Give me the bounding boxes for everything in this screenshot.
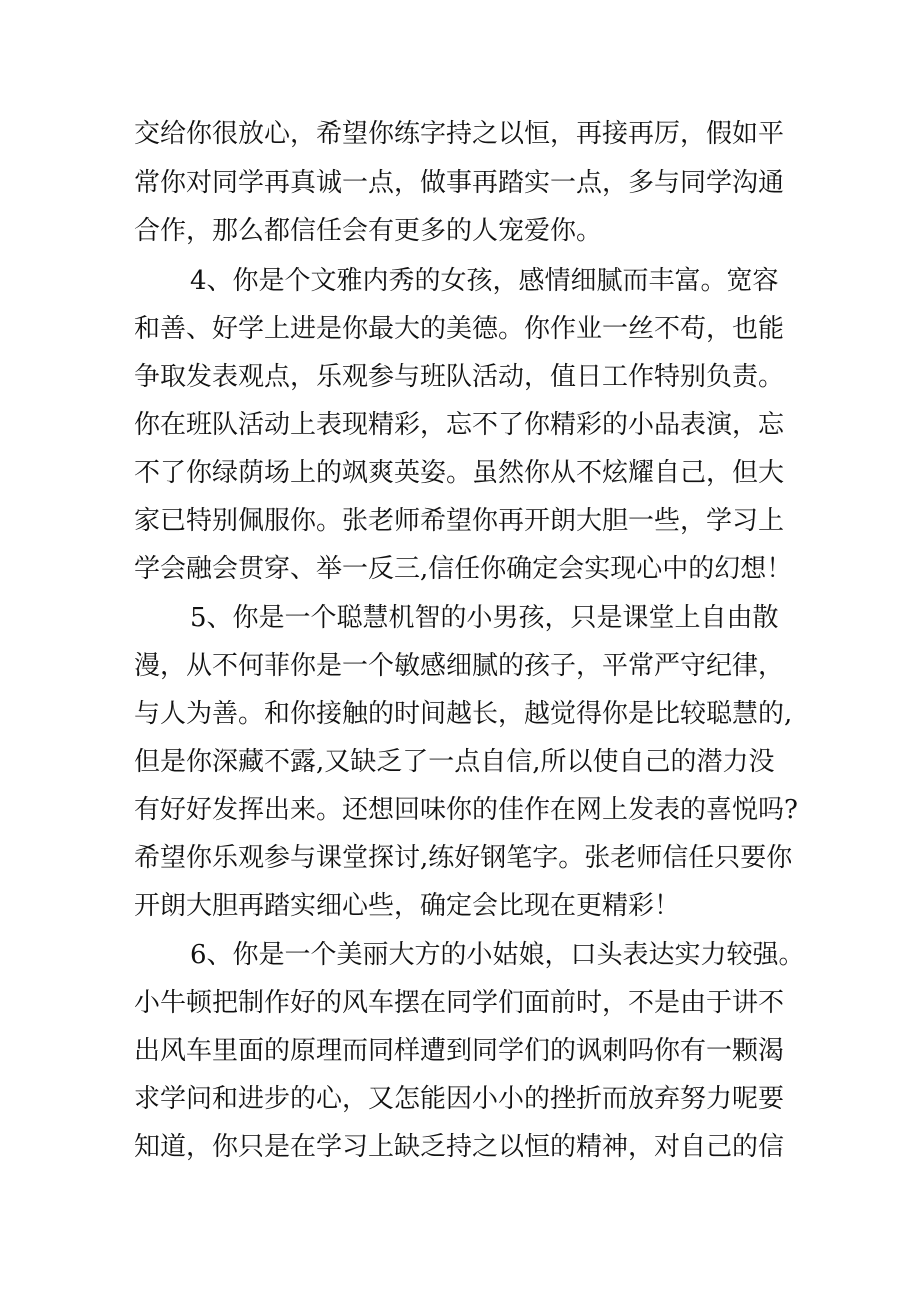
text-line: 但是你深藏不露,又缺乏了一点自信,所以使自己的潜力没 [134, 747, 775, 777]
text-line: 常你对同学再真诚一点，做事再踏实一点，多与同学沟通 [134, 168, 785, 198]
text-line: 和善、好学上进是你最大的美德。你作业一丝不苟，也能 [134, 314, 785, 344]
text-line: 希望你乐观参与课堂探讨,练好钢笔字。张老师信任只要你 [134, 843, 793, 873]
paragraph-5-start-line: 5、你是一个聪慧机智的小男孩，只是课堂上自由散 [190, 603, 779, 633]
text-line: 争取发表观点，乐观参与班队活动，值日工作特别负责。 [134, 362, 785, 392]
text-line: 家已特别佩服你。张老师希望你再开朗大胆一些，学习上 [134, 506, 785, 536]
text-line: 出风车里面的原理而同样遭到同学们的讽刺吗你有一颗渴 [134, 1036, 785, 1066]
text-line: 有好好发挥出来。还想回味你的佳作在网上发表的喜悦吗? [134, 795, 798, 825]
text-line: 小牛顿把制作好的风车摆在同学们面前时，不是由于讲不 [134, 988, 785, 1018]
text-line: 知道，你只是在学习上缺乏持之以恒的精神，对自己的信 [134, 1132, 785, 1162]
text-line: 学会融会贯穿、举一反三,信任你确定会实现心中的幻想！ [134, 554, 793, 584]
text-line: 交给你很放心，希望你练字持之以恒，再接再厉，假如平 [134, 119, 785, 149]
text-line: 求学问和进步的心，又怎能因小小的挫折而放弃努力呢要 [134, 1084, 785, 1114]
paragraph-4-start-line: 4、你是个文雅内秀的女孩，感情细腻而丰富。宽容 [190, 266, 779, 296]
text-line: 与人为善。和你接触的时间越长，越觉得你是比较聪慧的, [134, 699, 793, 729]
text-line: 合作，那么都信任会有更多的人宠爱你。 [134, 216, 603, 246]
paragraph-6-start-line: 6、你是一个美丽大方的小姑娘，口头表达实力较强。 [190, 940, 805, 970]
text-line: 开朗大胆再踏实细心些，确定会比现在更精彩！ [134, 891, 681, 921]
text-line: 漫，从不何菲你是一个敏感细腻的孩子，平常严守纪律， [134, 651, 785, 681]
text-line: 你在班队活动上表现精彩，忘不了你精彩的小品表演，忘 [134, 410, 785, 440]
text-line: 不了你绿荫场上的飒爽英姿。虽然你从不炫耀自己，但大 [134, 458, 785, 488]
